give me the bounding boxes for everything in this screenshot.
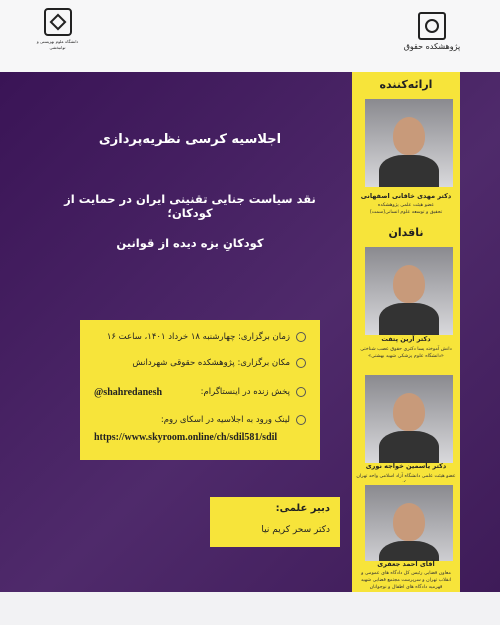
bullet-icon <box>296 358 306 368</box>
room-row <box>161 415 306 425</box>
person-head-icon <box>393 393 425 431</box>
critic-name-3: آقای احمد جعفری <box>377 560 435 568</box>
critic-photo-1 <box>362 244 456 338</box>
skyroom-link[interactable]: https://www.skyroom.online/ch/sdil581/sdil <box>94 432 278 443</box>
live-row <box>201 387 306 397</box>
live-text: پخش زنده در اینستاگرام: <box>200 387 290 397</box>
date-row <box>107 332 306 342</box>
presenter-heading: ارائه‌کننده <box>379 78 433 91</box>
presenter-role: عضو هیئت علمی پژوهشکده <box>377 203 435 208</box>
person-head-icon <box>393 117 425 155</box>
footer-band <box>0 592 500 625</box>
critic-name-1: دکتر آرین پتفت <box>381 335 431 343</box>
critic-photo-3 <box>362 482 456 564</box>
bullet-icon <box>296 415 306 425</box>
critic-role-1: دانش آموخته پسا دکتری حقوق عصب شناختی «دانشگاه علوم پزشکی شهید بهشتی» <box>360 347 452 359</box>
date-text: زمان برگزاری: چهارشنبه ۱۸ خرداد ۱۴۰۱، ساعت ۱۶ <box>106 332 290 342</box>
poster-subtitle-line2: کودکانِ بزه دیده از قوانین <box>116 236 264 250</box>
poster-title: اجلاسیه کرسی نظریه‌پردازی <box>98 132 282 147</box>
person-body-icon <box>379 431 439 466</box>
presenter-name: دکتر مهدی خاقانی اصفهانی <box>360 192 452 200</box>
secretary-box <box>210 497 340 547</box>
bullet-icon <box>296 332 306 342</box>
secretary-label: دبیر علمی: <box>275 503 330 514</box>
poster-subtitle-line1: نقد سیاست جنایی تقنینی ایران در حمایت از کودکان؛ <box>64 192 316 220</box>
speakers-panel <box>352 72 460 592</box>
presenter-photo <box>362 96 456 190</box>
critic-name-2: دکتر یاسمین خواجه نوری <box>365 462 447 470</box>
university-logo-text: دانشگاه علوم بهزیستی و توانبخشی <box>36 39 79 50</box>
person-body-icon <box>379 303 439 338</box>
institute-logo <box>402 12 462 56</box>
university-logo <box>30 8 85 66</box>
place-row <box>132 358 306 368</box>
presenter-role-2: تحقیق و توسعه علوم انسانی(سمت) <box>369 210 443 215</box>
room-text: لینک ورود به اجلاسیه در اسکای روم: <box>160 415 290 425</box>
institute-logo-text: پژوهشکده حقوق <box>403 42 461 51</box>
critic-role-2: عضو هیئت علمی دانشگاه آزاد اسلامی واحد تهران <box>356 474 456 479</box>
critic-role-3: معاون قضایی رئیس کل دادگاه های عمومی و انقلاب تهران و سرپرست مجتمع قضایی شهید قهرمیه دادگاه های اطفال و نوجوانان <box>360 571 452 590</box>
instagram-handle[interactable]: @shahredanesh <box>94 387 163 398</box>
crest-icon <box>44 8 72 36</box>
person-body-icon <box>379 155 439 190</box>
person-head-icon <box>393 503 425 541</box>
bullet-icon <box>296 387 306 397</box>
secretary-name: دکتر سحر کریم نیا <box>261 525 330 535</box>
critic-photo-2 <box>362 372 456 466</box>
person-head-icon <box>393 265 425 303</box>
critics-heading: ناقدان <box>388 226 424 239</box>
institute-mark-icon <box>418 12 446 40</box>
place-text: مکان برگزاری: پژوهشکده حقوقی شهردانش <box>132 358 290 368</box>
